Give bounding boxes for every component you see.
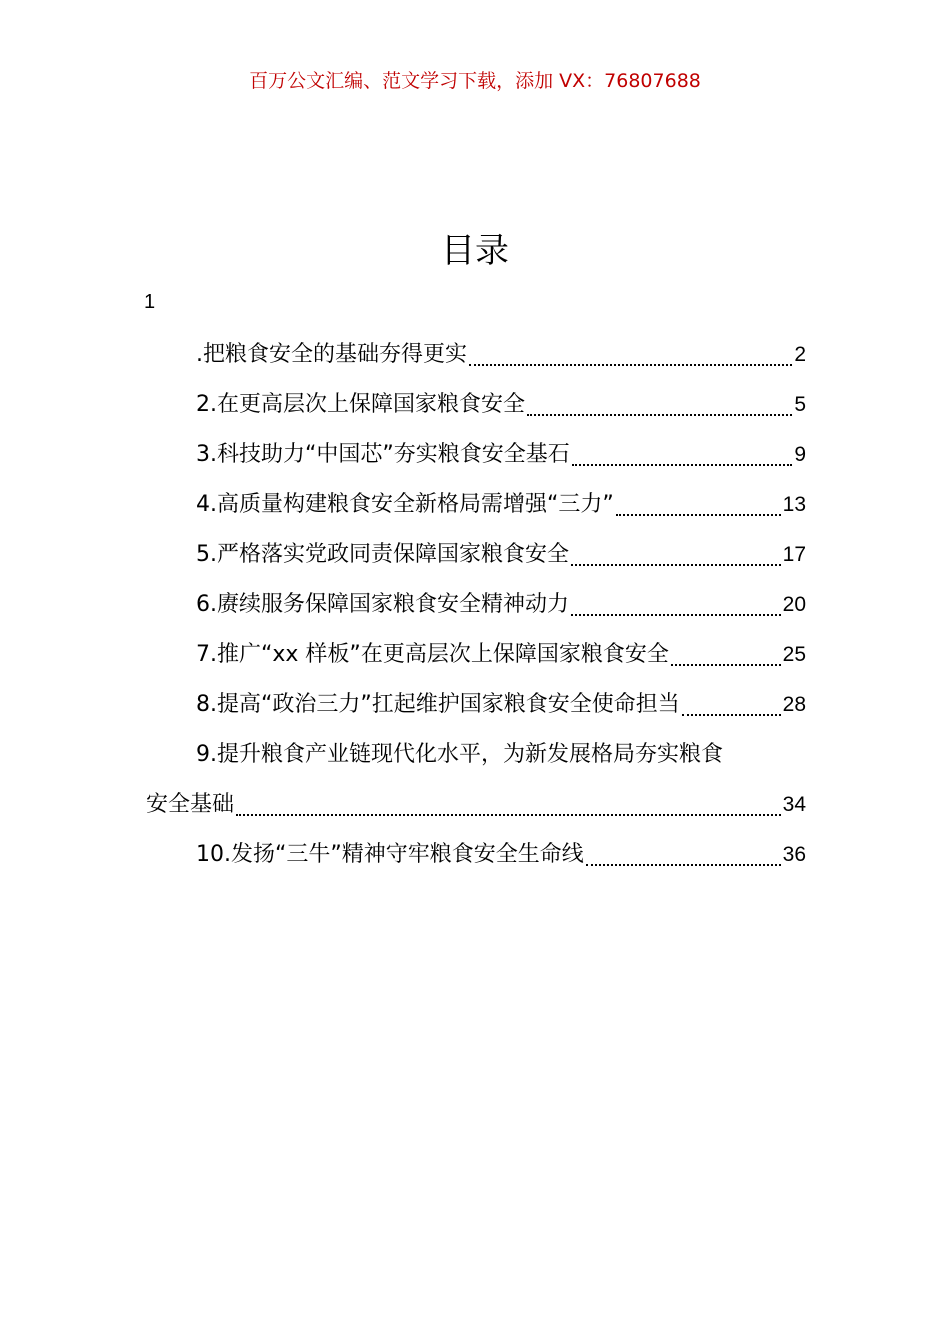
toc-entry-text: 8.提高“政治三力”扛起维护国家粮食安全使命担当 [196,692,680,717]
toc-page-number: 5 [794,393,806,416]
toc-entry-text: 7.推广“xx 样板”在更高层次上保障国家粮食安全 [196,642,669,667]
toc-page-number: 2 [794,343,806,366]
toc-entry[interactable] [146,630,806,680]
dot-leader [527,390,792,416]
toc-entry-text: 2.在更高层次上保障国家粮食安全 [196,392,525,417]
toc-page-number: 13 [782,493,806,516]
toc-entry[interactable] [146,830,806,880]
dot-leader [682,690,781,716]
dot-leader [616,490,781,516]
dot-leader [586,840,781,866]
toc-entry[interactable] [146,530,806,580]
toc-entry[interactable] [146,330,806,380]
toc-entry-text: 9.提升粮食产业链现代化水平，为新发展格局夯实粮食 [196,742,723,767]
toc-page-number: 20 [782,593,806,616]
toc-page-number: 28 [782,693,806,716]
dot-leader [469,340,792,366]
toc-page-number: 36 [782,843,806,866]
dot-leader [236,790,781,816]
toc-entry[interactable] [146,480,806,530]
toc-entry-text: .把粮食安全的基础夯得更实 [196,342,467,367]
toc-page-number: 25 [782,643,806,666]
toc-entry[interactable] [146,380,806,430]
stray-number: 1 [144,291,156,313]
toc-entry-continuation[interactable] [146,780,806,830]
toc-entry-text: 4.高质量构建粮食安全新格局需增强“三力” [196,492,614,517]
toc-entry[interactable] [146,580,806,630]
dot-leader [572,440,793,466]
dot-leader [571,540,781,566]
toc-title: 目录 [441,231,509,271]
table-of-contents [146,330,806,880]
toc-entry-text: 10.发扬“三牛”精神守牢粮食安全生命线 [196,842,584,867]
toc-page-number: 34 [782,793,806,816]
toc-entry[interactable] [146,430,806,480]
dot-leader [671,640,781,666]
header-note: 百万公文汇编、范文学习下载，添加 VX：76807688 [249,70,701,92]
dot-leader [571,590,781,616]
toc-entry[interactable] [146,730,806,780]
toc-entry-text: 3.科技助力“中国芯”夯实粮食安全基石 [196,442,570,467]
toc-page-number: 9 [794,443,806,466]
toc-entry-text-continued: 安全基础 [146,792,235,817]
toc-entry[interactable] [146,680,806,730]
toc-entry-text: 6.赓续服务保障国家粮食安全精神动力 [196,592,569,617]
toc-page-number: 17 [782,543,806,566]
toc-entry-text: 5.严格落实党政同责保障国家粮食安全 [196,542,569,567]
